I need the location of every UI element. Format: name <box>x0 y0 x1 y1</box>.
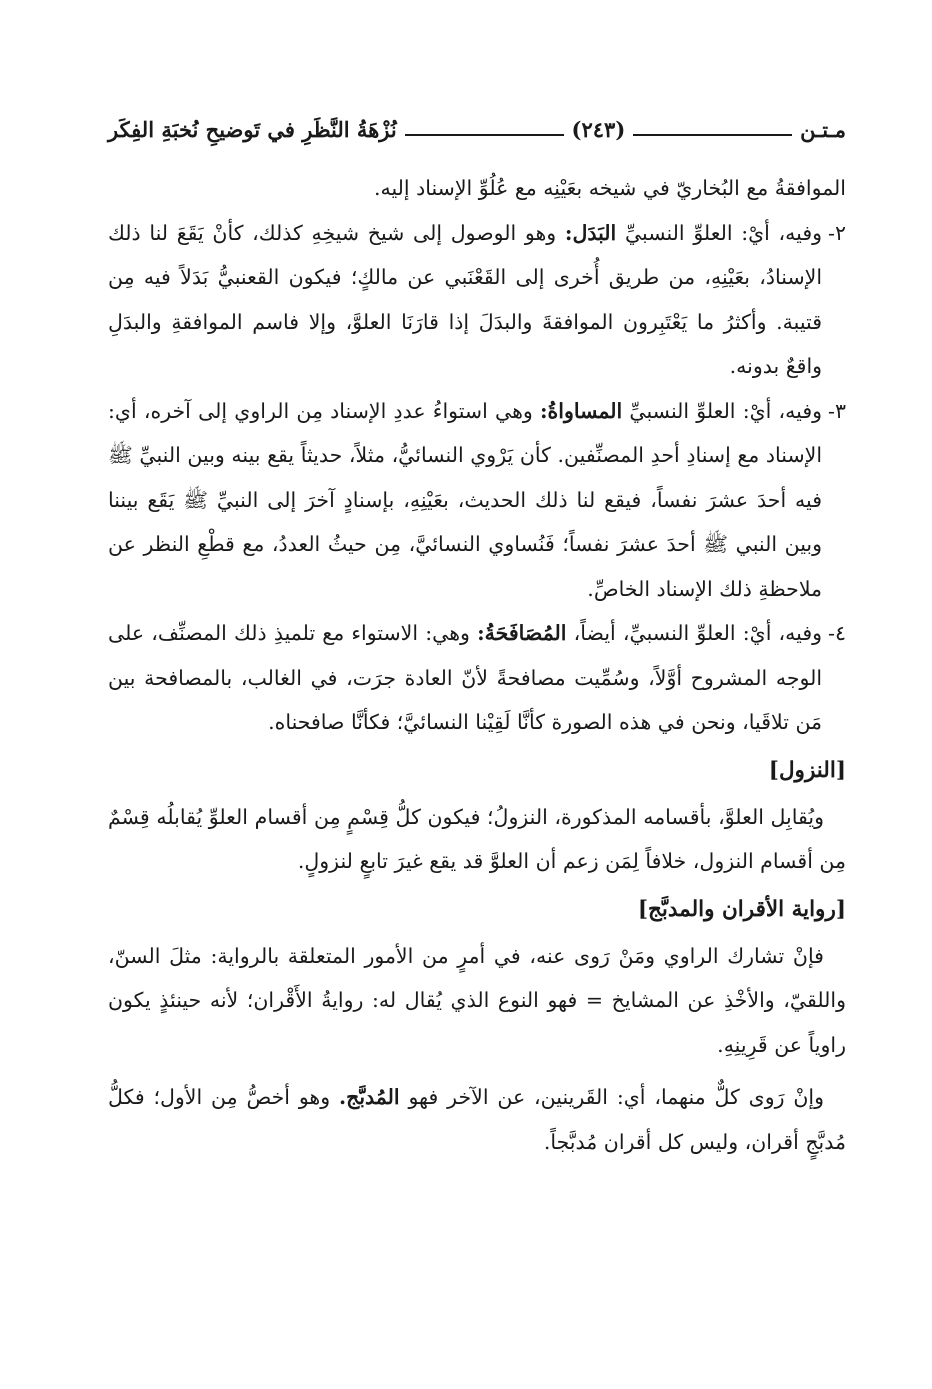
item-term: المُصَافَحَةُ: <box>477 621 567 645</box>
item-text-after: وهو الوصول إلى شيخ شيخِهِ كذلك، كأنْ يَقَعَ لنا ذلك الإسنادُ، بعَيْنِهِ، من طريق أُخرى إلى القَعْنَبي عن مالكٍ؛ فيكون القعنبيُّ بَدَلاً فيه مِن قتيبة. وأكثرُ ما يَعْتَبِرون الموافقةَ والبدَلَ إذا قارَنَا العلوَّ، وإلا فاسم الموافقةِ والبدَلِ واقعٌ بدونه. <box>108 220 823 378</box>
body-text <box>108 166 846 1164</box>
item-term: المساواةُ: <box>539 398 623 423</box>
intro-paragraph: الموافقةُ مع البُخاريّ في شيخه بعَيْنِه مع عُلُوِّ الإسناد إليه. <box>373 176 846 200</box>
item-number: ٣- <box>828 398 846 423</box>
item-text-after: وهي استواءُ عددِ الإسناد مِن الراوي إلى آخره، أي: الإسناد مع إسنادِ أحدِ المصنِّفين. كأن يَرْوي النسائيُّ، مثلاً، حديثاً يقع بينه وبين النبيِّ ﷺ فيه أحدَ عشرَ نفساً، فيقع لنا ذلك الحديث، بعَيْنِهِ، بإسنادٍ آخرَ إلى النبيِّ ﷺ يَقَع بيننا وبين النبي ﷺ أحدَ عشرَ نفساً؛ فَنُساوي النسائيَّ، مِن حيثُ العددُ، مع قطْعِ النظر عن ملاحظةِ ذلك الإسناد الخاصِّ. <box>108 398 823 601</box>
book-title: نُزْهَةُ النَّظَرِ في تَوضيحِ نُخبَةِ الفِكَر <box>108 116 397 142</box>
paragraph-spacer <box>108 1067 846 1075</box>
mudabbaj-paragraph <box>108 1075 846 1164</box>
section-heading-nuzul: [النزول] <box>768 757 846 783</box>
item-text-before: وفيه، أيْ: العلوِّ النسبيِّ، أيضاً، <box>566 621 823 645</box>
document-page <box>108 112 846 1164</box>
running-header <box>108 112 846 146</box>
page-number: (٢٤٣) <box>571 116 626 142</box>
mudabbaj-text-after: وهو أخصُّ مِن الأول؛ فكلُّ مُدبَّجٍ أقران، وليس كل أقران مُدبَّجاً. <box>108 1085 846 1154</box>
item-2 <box>108 211 846 389</box>
item-4 <box>108 611 846 745</box>
item-text-before: وفيه، أيْ: العلوِّ النسبيِّ <box>622 398 823 423</box>
header-section-label: مـتـن <box>800 116 846 142</box>
section-heading-aqran: [رواية الأقران والمدبَّج] <box>637 896 846 922</box>
item-3 <box>108 389 846 612</box>
item-number: ٢- <box>828 220 846 245</box>
nuzul-paragraph: ويُقابِل العلوَّ، بأقسامه المذكورة، النزولُ؛ فيكون كلُّ قِسْمٍ مِن أقسام العلوِّ يُقابلُه قِسْمٌ مِن أقسام النزول، خلافاً لِمَن زعم أن العلوَّ قد يقع غيرَ تابعٍ لنزولٍ. <box>108 804 846 873</box>
header-rule-left <box>633 134 792 136</box>
item-body <box>108 611 822 745</box>
aqran-paragraph: فإنْ تشارك الراوي ومَنْ رَوى عنه، في أمرٍ من الأمور المتعلقة بالرواية: مثلَ السنّ، واللقيّ، والأخْذِ عن المشايخ = فهو النوع الذي يُقال له: روايةُ الأَقْران؛ لأنه حينئذٍ يكون راوياً عن قَرِينِهِ. <box>108 943 846 1057</box>
item-text-after: وهي: الاستواء مع تلميذِ ذلك المصنِّف، على الوجه المشروح أوَّلاً، وسُمِّيت مصافحةً لأنّ العادة جرَت، في الغالب، بالمصافحة بين مَن تلاقَيا، ونحن في هذه الصورة كأنَّا لَقِيْنا النسائيَّ؛ فكأنَّا صافحناه. <box>108 621 823 734</box>
item-body <box>108 211 822 389</box>
item-text-before: وفيه، أيْ: العلوِّ النسبيِّ <box>616 220 823 245</box>
mudabbaj-text-before: وإنْ رَوى كلٌّ منهما، أي: القَرينين، عن الآخر فهو <box>399 1085 824 1109</box>
item-term: البَدَل: <box>564 220 617 245</box>
item-number: ٤- <box>828 621 846 645</box>
header-rule-right <box>405 134 564 136</box>
item-body <box>108 389 822 612</box>
mudabbaj-term: المُدبَّج. <box>338 1085 400 1109</box>
